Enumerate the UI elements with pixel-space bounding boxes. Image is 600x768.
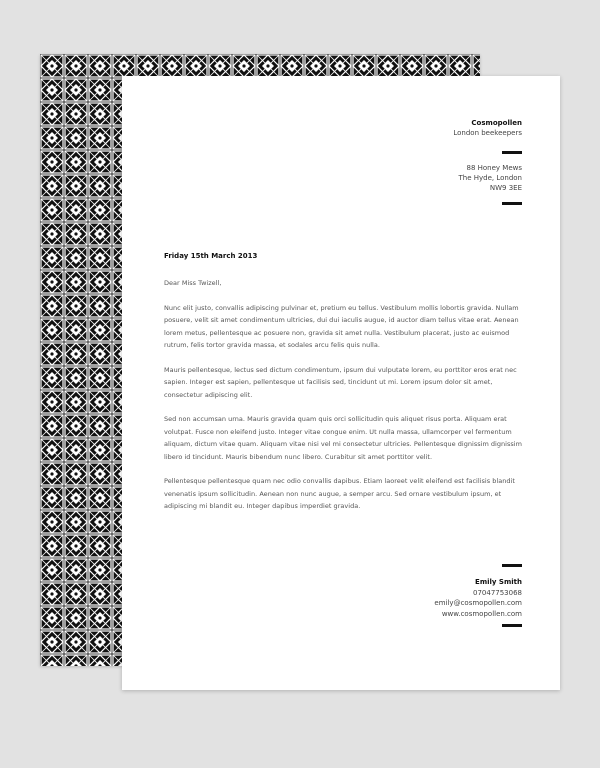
signature-top-rule — [502, 564, 522, 567]
company-name: Cosmopollen — [471, 119, 522, 127]
signature-bottom-rule — [502, 624, 522, 627]
signatory-name: Emily Smith — [475, 578, 522, 586]
signature-block — [434, 577, 522, 619]
signatory-website: www.cosmopollen.com — [441, 609, 522, 618]
address-line: NW9 3EE — [489, 184, 522, 192]
signatory-phone: 07047753068 — [473, 588, 522, 597]
address-line: The Hyde, London — [458, 174, 522, 182]
sender-block — [453, 118, 522, 138]
body-paragraph: Pellentesque pellentesque quam nec odio convallis dapibus. Etiam laoreet velit eleifend est facilisis blandit venenatis ipsum sollicitudin. Aenean non nunc augue, a semper arcu. Sed ornare vestibulum ipsum, et adipiscing mi blandit eu. Integer dapibus imperdiet gravida. — [164, 477, 515, 511]
salutation: Dear Miss Twizell, — [164, 279, 222, 287]
letter-date: Friday 15th March 2013 — [164, 252, 258, 260]
letter-body — [164, 277, 524, 525]
body-paragraph: Sed non accumsan urna. Mauris gravida quam quis orci sollicitudin quis aliquet risus porta. Aliquam erat volutpat. Fusce non eleifend justo. Integer vitae congue enim. Ut nulla massa, ullamcorper vel fermentum aliquam, dictum vitae quam. Aliquam vitae nisi vel mi consectetur ultricies. Pellentesque dignissim dignissim libero id tincidunt. Mauris bibendum nunc libero. Curabitur sit amet porttitor velit. — [164, 415, 522, 461]
company-tagline: London beekeepers — [453, 129, 522, 137]
address-rule — [502, 202, 522, 205]
body-paragraph: Mauris pellentesque, lectus sed dictum condimentum, ipsum dui vulputate lorem, eu porttitor eros erat nec sapien. Integer est sapien, pellentesque ut facilisis sed, tincidunt ut mi. Lorem ipsum dolor sit amet, consectetur adipiscing elit. — [164, 365, 517, 399]
letter-sheet — [122, 76, 560, 690]
address-block — [458, 163, 522, 193]
header-rule — [502, 151, 522, 154]
body-paragraph: Nunc elit justo, convallis adipiscing pulvinar et, pretium eu tellus. Vestibulum mollis lobortis gravida. Nullam posuere, velit sit amet condimentum ultricies, dui dui iaculis augue, id auctor diam tellus vitae erat. Aenean lorem metus, pellentesque ac posuere non, gravida sit amet nulla. Vestibulum placerat, justo ac euismod rutrum, felis tortor gravida massa, et sodales arcu felis quis nulla. — [164, 303, 519, 350]
address-line: 88 Honey Mews — [466, 164, 522, 172]
signatory-email: emily@cosmopollen.com — [434, 599, 522, 607]
